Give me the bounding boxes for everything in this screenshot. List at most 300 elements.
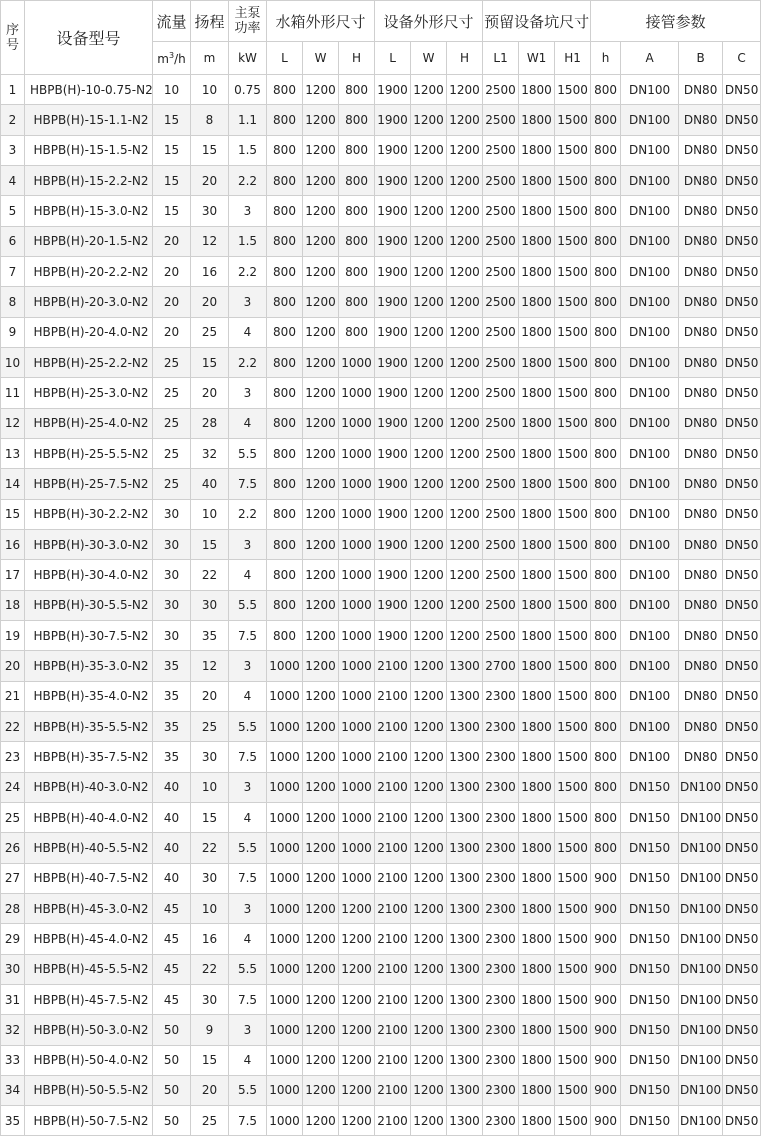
power-cell: 5.5 <box>229 590 267 620</box>
tank-W-cell: 1200 <box>303 347 339 377</box>
pit-H1-cell: 1500 <box>555 256 591 286</box>
flow-cell: 35 <box>153 711 191 741</box>
head-cell: 30 <box>191 196 229 226</box>
power-cell: 4 <box>229 802 267 832</box>
model-cell: HBPB(H)-40-3.0-N2 <box>25 772 153 802</box>
pipe-B-cell: DN80 <box>679 165 723 195</box>
head-cell: 25 <box>191 317 229 347</box>
power-cell: 3 <box>229 651 267 681</box>
head-cell: 16 <box>191 256 229 286</box>
pit-W1-cell: 1800 <box>519 529 555 559</box>
head-cell: 20 <box>191 1075 229 1105</box>
pipe-B-cell: DN80 <box>679 560 723 590</box>
power-cell: 3 <box>229 287 267 317</box>
equip-H-cell: 1200 <box>447 135 483 165</box>
pipe-B-cell: DN80 <box>679 469 723 499</box>
head-cell: 10 <box>191 75 229 105</box>
tank-L-cell: 800 <box>267 105 303 135</box>
model-cell: HBPB(H)-40-5.5-N2 <box>25 833 153 863</box>
tank-L-cell: 800 <box>267 590 303 620</box>
pipe-B-cell: DN100 <box>679 954 723 984</box>
pipe-B-cell: DN80 <box>679 590 723 620</box>
table-row <box>1 165 761 195</box>
table-row <box>1 560 761 590</box>
pit-H1-cell: 1500 <box>555 772 591 802</box>
tank-H-cell: 1000 <box>339 833 375 863</box>
pipe-h-cell: 800 <box>591 408 621 438</box>
pipe-C-cell: DN50 <box>723 1106 761 1136</box>
equip-H-cell: 1200 <box>447 75 483 105</box>
seq-cell: 5 <box>1 196 25 226</box>
flow-cell: 30 <box>153 590 191 620</box>
seq-cell: 24 <box>1 772 25 802</box>
equip-H-cell: 1300 <box>447 651 483 681</box>
flow-header: 流量 <box>153 1 191 42</box>
equip-W-cell: 1200 <box>411 317 447 347</box>
tank-W-cell: 1200 <box>303 681 339 711</box>
pipe-A-cell: DN150 <box>621 1015 679 1045</box>
pipe-h-cell: 800 <box>591 742 621 772</box>
head-cell: 20 <box>191 287 229 317</box>
pipe-h-cell: 800 <box>591 469 621 499</box>
pit-H1-cell: 1500 <box>555 893 591 923</box>
tank-H-cell: 800 <box>339 135 375 165</box>
model-cell: HBPB(H)-50-4.0-N2 <box>25 1045 153 1075</box>
tank-L-cell: 800 <box>267 499 303 529</box>
table-row <box>1 469 761 499</box>
flow-cell: 45 <box>153 893 191 923</box>
head-cell: 12 <box>191 651 229 681</box>
tank-L-cell: 1000 <box>267 893 303 923</box>
seq-cell: 17 <box>1 560 25 590</box>
tank-W-cell: 1200 <box>303 1106 339 1136</box>
tank-W-cell: 1200 <box>303 833 339 863</box>
tank-W-cell: 1200 <box>303 287 339 317</box>
pit-L1-cell: 2300 <box>483 924 519 954</box>
table-body <box>1 75 761 1136</box>
pipe-B-cell: DN80 <box>679 226 723 256</box>
header-row <box>1 1 761 42</box>
pit-W1-header: W1 <box>519 42 555 75</box>
flow-cell: 35 <box>153 681 191 711</box>
pipe-A-cell: DN150 <box>621 863 679 893</box>
equip-L-cell: 1900 <box>375 529 411 559</box>
flow-unit: $m^3/h$ <box>153 42 191 75</box>
pipe-A-cell: DN100 <box>621 317 679 347</box>
pit-L1-cell: 2300 <box>483 1015 519 1045</box>
flow-cell: 20 <box>153 317 191 347</box>
pipe-B-cell: DN80 <box>679 651 723 681</box>
model-cell: HBPB(H)-20-4.0-N2 <box>25 317 153 347</box>
seq-cell: 11 <box>1 378 25 408</box>
equip-L-cell: 1900 <box>375 590 411 620</box>
pit-L1-cell: 2500 <box>483 347 519 377</box>
equip-W-cell: 1200 <box>411 135 447 165</box>
tank-H-cell: 1000 <box>339 378 375 408</box>
equip-W-cell: 1200 <box>411 802 447 832</box>
tank-L-cell: 800 <box>267 529 303 559</box>
pipe-B-cell: DN100 <box>679 1015 723 1045</box>
pit-size-header: 预留设备坑尺寸 <box>483 1 591 42</box>
pipe-h-cell: 800 <box>591 317 621 347</box>
equip-H-cell: 1200 <box>447 317 483 347</box>
model-cell: HBPB(H)-50-7.5-N2 <box>25 1106 153 1136</box>
pit-H1-cell: 1500 <box>555 105 591 135</box>
tank-H-cell: 1000 <box>339 499 375 529</box>
equip-L-cell: 1900 <box>375 499 411 529</box>
pipe-B-cell: DN100 <box>679 772 723 802</box>
table-row <box>1 893 761 923</box>
table-row <box>1 833 761 863</box>
power-cell: 5.5 <box>229 833 267 863</box>
tank-H-cell: 1200 <box>339 954 375 984</box>
seq-cell: 6 <box>1 226 25 256</box>
seq-cell: 23 <box>1 742 25 772</box>
tank-W-cell: 1200 <box>303 378 339 408</box>
equip-H-cell: 1300 <box>447 893 483 923</box>
tank-W-cell: 1200 <box>303 651 339 681</box>
equip-W-cell: 1200 <box>411 438 447 468</box>
model-cell: HBPB(H)-15-3.0-N2 <box>25 196 153 226</box>
equip-H-cell: 1200 <box>447 287 483 317</box>
seq-cell: 20 <box>1 651 25 681</box>
pipe-h-cell: 900 <box>591 1106 621 1136</box>
head-cell: 15 <box>191 135 229 165</box>
tank-H-cell: 1200 <box>339 1015 375 1045</box>
pit-W1-cell: 1800 <box>519 347 555 377</box>
flow-cell: 20 <box>153 256 191 286</box>
pit-H1-cell: 1500 <box>555 529 591 559</box>
pipe-A-cell: DN150 <box>621 954 679 984</box>
pit-W1-cell: 1800 <box>519 711 555 741</box>
pit-L1-cell: 2300 <box>483 893 519 923</box>
pit-L1-cell: 2300 <box>483 954 519 984</box>
tank-W-cell: 1200 <box>303 256 339 286</box>
seq-cell: 26 <box>1 833 25 863</box>
equip-W-cell: 1200 <box>411 1075 447 1105</box>
table-row <box>1 499 761 529</box>
equip-W-cell: 1200 <box>411 1106 447 1136</box>
pit-L1-cell: 2500 <box>483 499 519 529</box>
pit-L1-cell: 2500 <box>483 226 519 256</box>
model-cell: HBPB(H)-15-2.2-N2 <box>25 165 153 195</box>
tank-L-header: L <box>267 42 303 75</box>
equip-L-cell: 2100 <box>375 924 411 954</box>
table-row <box>1 711 761 741</box>
equip-H-cell: 1200 <box>447 347 483 377</box>
head-cell: 25 <box>191 711 229 741</box>
pipe-B-cell: DN100 <box>679 833 723 863</box>
pit-H1-cell: 1500 <box>555 408 591 438</box>
power-cell: 4 <box>229 924 267 954</box>
power-cell: 7.5 <box>229 984 267 1014</box>
head-cell: 8 <box>191 105 229 135</box>
equip-L-cell: 2100 <box>375 711 411 741</box>
pit-L1-header: L1 <box>483 42 519 75</box>
pipe-B-cell: DN80 <box>679 529 723 559</box>
model-cell: HBPB(H)-10-0.75-N2 <box>25 75 153 105</box>
equip-H-cell: 1300 <box>447 742 483 772</box>
equip-L-cell: 1900 <box>375 469 411 499</box>
equip-L-cell: 2100 <box>375 802 411 832</box>
equip-H-cell: 1200 <box>447 105 483 135</box>
pipe-h-cell: 900 <box>591 1075 621 1105</box>
tank-W-cell: 1200 <box>303 196 339 226</box>
equip-W-cell: 1200 <box>411 954 447 984</box>
head-cell: 30 <box>191 742 229 772</box>
tank-L-cell: 1000 <box>267 711 303 741</box>
pit-W1-cell: 1800 <box>519 105 555 135</box>
pipe-C-cell: DN50 <box>723 711 761 741</box>
pipe-h-cell: 800 <box>591 347 621 377</box>
head-cell: 20 <box>191 378 229 408</box>
pipe-C-cell: DN50 <box>723 75 761 105</box>
pipe-C-cell: DN50 <box>723 802 761 832</box>
flow-cell: 35 <box>153 651 191 681</box>
flow-cell: 50 <box>153 1015 191 1045</box>
pipe-C-cell: DN50 <box>723 317 761 347</box>
pipe-B-cell: DN100 <box>679 1075 723 1105</box>
tank-W-cell: 1200 <box>303 408 339 438</box>
equip-W-cell: 1200 <box>411 711 447 741</box>
tank-W-cell: 1200 <box>303 711 339 741</box>
seq-cell: 30 <box>1 954 25 984</box>
flow-cell: 25 <box>153 408 191 438</box>
pit-L1-cell: 2300 <box>483 711 519 741</box>
pit-H1-cell: 1500 <box>555 196 591 226</box>
flow-cell: 40 <box>153 802 191 832</box>
pipe-h-cell: 900 <box>591 893 621 923</box>
pit-L1-cell: 2500 <box>483 287 519 317</box>
tank-L-cell: 1000 <box>267 833 303 863</box>
tank-W-cell: 1200 <box>303 742 339 772</box>
equip-H-cell: 1300 <box>447 924 483 954</box>
pit-L1-cell: 2500 <box>483 256 519 286</box>
table-row <box>1 135 761 165</box>
pit-W1-cell: 1800 <box>519 165 555 195</box>
tank-H-header: H <box>339 42 375 75</box>
equip-W-cell: 1200 <box>411 469 447 499</box>
pipe-B-cell: DN100 <box>679 1106 723 1136</box>
equip-H-cell: 1200 <box>447 438 483 468</box>
pipe-h-cell: 800 <box>591 75 621 105</box>
pit-L1-cell: 2300 <box>483 681 519 711</box>
tank-W-cell: 1200 <box>303 984 339 1014</box>
pit-H1-cell: 1500 <box>555 347 591 377</box>
model-cell: HBPB(H)-35-5.5-N2 <box>25 711 153 741</box>
equip-W-cell: 1200 <box>411 863 447 893</box>
tank-H-cell: 1000 <box>339 651 375 681</box>
seq-cell: 33 <box>1 1045 25 1075</box>
equip-W-cell: 1200 <box>411 226 447 256</box>
table-row <box>1 681 761 711</box>
seq-cell: 25 <box>1 802 25 832</box>
equip-L-cell: 2100 <box>375 954 411 984</box>
table-row <box>1 742 761 772</box>
model-cell: HBPB(H)-30-3.0-N2 <box>25 529 153 559</box>
equip-L-cell: 2100 <box>375 833 411 863</box>
tank-L-cell: 1000 <box>267 924 303 954</box>
head-cell: 30 <box>191 984 229 1014</box>
pit-W1-cell: 1800 <box>519 226 555 256</box>
pipe-B-cell: DN80 <box>679 256 723 286</box>
model-cell: HBPB(H)-40-4.0-N2 <box>25 802 153 832</box>
pipe-A-cell: DN100 <box>621 165 679 195</box>
pipe-A-cell: DN100 <box>621 469 679 499</box>
flow-cell: 25 <box>153 469 191 499</box>
tank-W-cell: 1200 <box>303 529 339 559</box>
pipe-B-header: B <box>679 42 723 75</box>
pit-L1-cell: 2500 <box>483 378 519 408</box>
equip-W-cell: 1200 <box>411 742 447 772</box>
pit-W1-cell: 1800 <box>519 984 555 1014</box>
equip-H-header: H <box>447 42 483 75</box>
head-cell: 15 <box>191 802 229 832</box>
equip-H-cell: 1300 <box>447 681 483 711</box>
equip-W-cell: 1200 <box>411 681 447 711</box>
flow-cell: 15 <box>153 135 191 165</box>
equip-L-cell: 2100 <box>375 1045 411 1075</box>
pipe-h-cell: 800 <box>591 287 621 317</box>
seq-cell: 15 <box>1 499 25 529</box>
pipe-C-cell: DN50 <box>723 529 761 559</box>
pit-L1-cell: 2500 <box>483 408 519 438</box>
equip-H-cell: 1300 <box>447 711 483 741</box>
seq-cell: 29 <box>1 924 25 954</box>
table-row <box>1 438 761 468</box>
table-row <box>1 772 761 802</box>
tank-H-cell: 800 <box>339 287 375 317</box>
pit-L1-cell: 2500 <box>483 560 519 590</box>
pit-W1-cell: 1800 <box>519 620 555 650</box>
power-cell: 7.5 <box>229 1106 267 1136</box>
pipe-A-cell: DN100 <box>621 135 679 165</box>
flow-cell: 40 <box>153 833 191 863</box>
pipe-A-cell: DN100 <box>621 681 679 711</box>
tank-H-cell: 1000 <box>339 408 375 438</box>
pipe-B-cell: DN80 <box>679 438 723 468</box>
tank-H-cell: 1200 <box>339 984 375 1014</box>
pipe-B-cell: DN80 <box>679 711 723 741</box>
head-cell: 22 <box>191 954 229 984</box>
tank-H-cell: 800 <box>339 317 375 347</box>
pit-H1-cell: 1500 <box>555 954 591 984</box>
power-cell: 2.2 <box>229 165 267 195</box>
power-cell: 3 <box>229 772 267 802</box>
pit-W1-cell: 1800 <box>519 954 555 984</box>
model-cell: HBPB(H)-45-4.0-N2 <box>25 924 153 954</box>
tank-H-cell: 1200 <box>339 893 375 923</box>
tank-H-cell: 1200 <box>339 1075 375 1105</box>
pipe-B-cell: DN80 <box>679 681 723 711</box>
flow-cell: 15 <box>153 105 191 135</box>
model-cell: HBPB(H)-25-2.2-N2 <box>25 347 153 377</box>
seq-cell: 32 <box>1 1015 25 1045</box>
pipe-C-cell: DN50 <box>723 105 761 135</box>
tank-W-cell: 1200 <box>303 105 339 135</box>
table-row <box>1 317 761 347</box>
pipe-A-cell: DN100 <box>621 408 679 438</box>
table-row <box>1 651 761 681</box>
pit-L1-cell: 2300 <box>483 1106 519 1136</box>
head-cell: 15 <box>191 529 229 559</box>
power-cell: 4 <box>229 317 267 347</box>
equipment-size-header: 设备外形尺寸 <box>375 1 483 42</box>
pipe-A-cell: DN100 <box>621 287 679 317</box>
pipe-A-cell: DN150 <box>621 1045 679 1075</box>
pipe-h-cell: 800 <box>591 529 621 559</box>
seq-cell: 10 <box>1 347 25 377</box>
tank-H-cell: 1200 <box>339 1045 375 1075</box>
pipe-A-cell: DN100 <box>621 347 679 377</box>
pipe-C-cell: DN50 <box>723 590 761 620</box>
pipe-A-cell: DN100 <box>621 75 679 105</box>
pipe-B-cell: DN100 <box>679 1045 723 1075</box>
pipe-C-cell: DN50 <box>723 1075 761 1105</box>
tank-H-cell: 1000 <box>339 742 375 772</box>
equip-H-cell: 1300 <box>447 1045 483 1075</box>
table-row <box>1 347 761 377</box>
equip-H-cell: 1200 <box>447 469 483 499</box>
flow-cell: 50 <box>153 1045 191 1075</box>
model-cell: HBPB(H)-20-3.0-N2 <box>25 287 153 317</box>
tank-W-cell: 1200 <box>303 469 339 499</box>
tank-H-cell: 800 <box>339 105 375 135</box>
table-row <box>1 620 761 650</box>
pipe-A-cell: DN100 <box>621 742 679 772</box>
equip-H-cell: 1300 <box>447 772 483 802</box>
equip-L-cell: 1900 <box>375 287 411 317</box>
tank-size-header: 水箱外形尺寸 <box>267 1 375 42</box>
pit-W1-cell: 1800 <box>519 438 555 468</box>
equip-H-cell: 1200 <box>447 620 483 650</box>
pipe-A-header: A <box>621 42 679 75</box>
pipe-h-cell: 800 <box>591 135 621 165</box>
pit-H1-cell: 1500 <box>555 802 591 832</box>
pipe-C-cell: DN50 <box>723 620 761 650</box>
tank-W-header: W <box>303 42 339 75</box>
equip-W-cell: 1200 <box>411 105 447 135</box>
pipe-h-cell: 800 <box>591 802 621 832</box>
pipe-A-cell: DN150 <box>621 984 679 1014</box>
tank-H-cell: 1200 <box>339 1106 375 1136</box>
equip-L-cell: 1900 <box>375 560 411 590</box>
model-cell: HBPB(H)-30-7.5-N2 <box>25 620 153 650</box>
pipe-B-cell: DN80 <box>679 105 723 135</box>
seq-cell: 9 <box>1 317 25 347</box>
pipe-h-cell: 800 <box>591 620 621 650</box>
pipe-A-cell: DN100 <box>621 560 679 590</box>
pipe-C-cell: DN50 <box>723 954 761 984</box>
tank-H-cell: 1000 <box>339 347 375 377</box>
pit-L1-cell: 2500 <box>483 529 519 559</box>
pit-H1-cell: 1500 <box>555 378 591 408</box>
pit-H1-cell: 1500 <box>555 560 591 590</box>
model-cell: HBPB(H)-20-2.2-N2 <box>25 256 153 286</box>
pit-H1-cell: 1500 <box>555 135 591 165</box>
seq-cell: 27 <box>1 863 25 893</box>
equip-W-cell: 1200 <box>411 287 447 317</box>
tank-L-cell: 1000 <box>267 742 303 772</box>
equip-H-cell: 1200 <box>447 560 483 590</box>
pipe-A-cell: DN150 <box>621 924 679 954</box>
equip-H-cell: 1200 <box>447 226 483 256</box>
pipe-B-cell: DN80 <box>679 499 723 529</box>
pit-W1-cell: 1800 <box>519 681 555 711</box>
tank-L-cell: 1000 <box>267 1045 303 1075</box>
tank-W-cell: 1200 <box>303 75 339 105</box>
seq-cell: 7 <box>1 256 25 286</box>
